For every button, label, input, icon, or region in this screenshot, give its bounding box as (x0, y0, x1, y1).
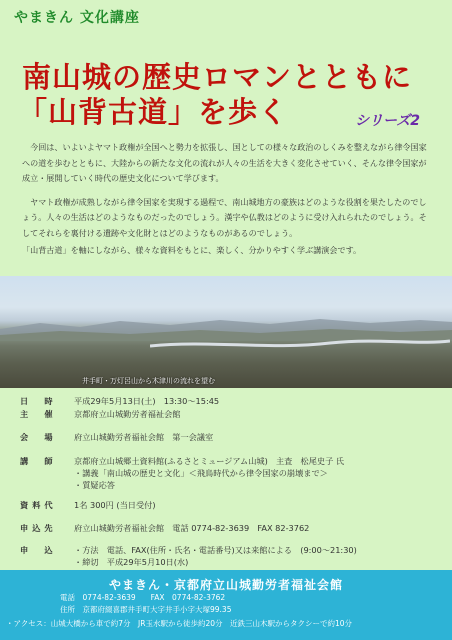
apply-to-label: 申込先 (20, 523, 57, 533)
intro-paragraph-1: 今回は、いよいよヤマト政権が全国へと勢力を拡張し、国としての様々な政治のしくみを整えながら律令国家への道を歩むとともに、大陸からの新たな文化の流れが人々の生活を大きく変化させていく、そんな律令国家が成立・展開していく時代の歴史文化について学びます。 (22, 142, 427, 183)
apply-label: 申 込 (20, 545, 57, 555)
venue-label: 会 場 (20, 432, 57, 442)
intro-paragraph-2: ヤマト政権が成熟しながら律令国家を実現する過程で、南山城地方の豪族はどのような役割を果たしたのでしょう。人々の生活はどのようなものだったのでしょう。漢字や仏教はどのように受け入れられたのでしょう。そしてそれらを裏付ける遺跡や文化財とはどのようなものがあるのでしょう。 (22, 196, 427, 238)
series-tag: シリーズ2 (355, 113, 421, 129)
title-line-1: 南山城の歴史ロマンとともに (22, 60, 413, 94)
apply-deadline: ・締切 平成29年5月10日(水) (74, 557, 189, 567)
series-header: やまきん 文化講座 (14, 10, 140, 26)
river (150, 336, 450, 352)
lecturer-line-2: ・講義「南山城の歴史と文化」＜飛鳥時代から律令国家の崩壊まで＞ (74, 468, 328, 478)
date-value: 平成29年5月13日(土) 13:30～15:45 (74, 396, 220, 406)
title-line-2: 「山背古道」を歩く (18, 95, 289, 129)
lecturer-line-1: 京都府立山城郷土資料館(ふるさとミュージアム山城) 主査 松尾史子 氏 (74, 456, 345, 466)
footer-phone: 電話 0774-82-3639 FAX 0774-82-3762 (60, 593, 226, 602)
footer-address: 住所 京都府綴喜郡井手町大字井手小字大塚99.35 (60, 605, 232, 614)
intro-text (22, 140, 432, 267)
footer-org: やまきん・京都府立山城勤労者福祉会館 (108, 578, 343, 592)
intro-paragraph-3: 「山背古道」を軸にしながら、様々な資料をもとに、楽しく、分かりやすく学ぶ講演会です。 (22, 245, 362, 255)
fee-label: 資料代 (20, 500, 57, 510)
lecturer-label: 講 師 (20, 456, 57, 466)
lecturer-line-3: ・質疑応答 (74, 480, 115, 490)
fee-value: 1名 300円 (当日受付) (74, 500, 156, 510)
host-value: 京都府立山城勤労者福祉会館 (74, 409, 181, 419)
host-label: 主 催 (20, 409, 57, 419)
venue-value: 府立山城勤労者福祉会館 第一会議室 (74, 432, 214, 442)
apply-to-value: 府立山城勤労者福祉会館 電話 0774-82-3639 FAX 82-3762 (74, 523, 310, 533)
landscape-photo (0, 276, 452, 388)
footer-access: ・アクセス：山城大橋から車で約7分 JR玉水駅から徒歩約20分 近鉄三山木駅からタクシーで約10分 (6, 619, 353, 628)
date-label: 日 時 (20, 396, 57, 406)
apply-method: ・方法 電話、FAX(住所・氏名・電話番号)又は来館による (9:00～21:30) (74, 545, 357, 555)
footer (0, 570, 452, 640)
photo-caption: 井手町・万灯呂山から木津川の流れを望む (82, 377, 215, 385)
